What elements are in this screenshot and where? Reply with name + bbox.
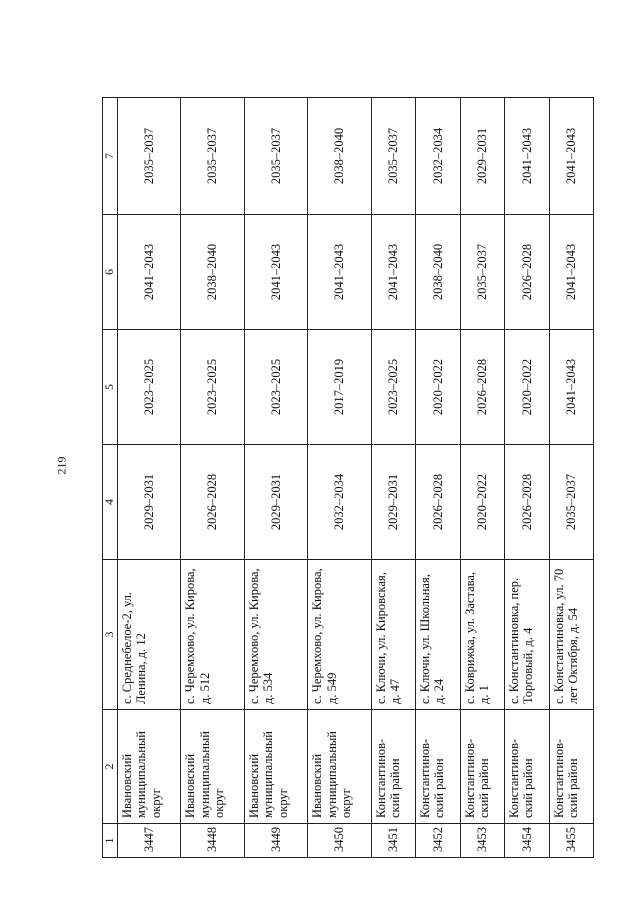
address-cell: с. Константиновка, пер. Торговый, д. 4 (505, 560, 549, 710)
address-cell: с. Черемхово, ул. Кирова, д. 512 (181, 560, 244, 710)
period-col7-cell: 2029–2031 (460, 98, 504, 215)
period-col7-cell: 2035–2037 (371, 98, 415, 215)
period-col5-cell: 2023–2025 (371, 330, 415, 445)
table-row (460, 98, 504, 858)
period-col6-cell: 2041–2043 (371, 215, 415, 330)
district-cell: Константинов-ский район (505, 710, 549, 824)
address-cell: с. Черемхово, ул. Кирова, д. 549 (308, 560, 371, 710)
period-col6-cell: 2026–2028 (505, 215, 549, 330)
header-cell: 5 (103, 330, 118, 445)
address-cell: с. Ключи, ул. Школьная, д. 24 (416, 560, 460, 710)
table-container (102, 98, 594, 858)
district-cell: Ивановский муниципальный округ (181, 710, 244, 824)
period-col7-cell: 2041–2043 (549, 98, 594, 215)
table-row (244, 98, 307, 858)
period-col4-cell: 2026–2028 (181, 445, 244, 560)
period-col4-cell: 2029–2031 (244, 445, 307, 560)
district-cell: Ивановский муниципальный округ (118, 710, 181, 824)
period-col5-cell: 2020–2022 (416, 330, 460, 445)
table-row (118, 98, 181, 858)
period-col6-cell: 2041–2043 (549, 215, 594, 330)
address-cell: с. Коврижка, ул. Застава, д. 1 (460, 560, 504, 710)
period-col5-cell: 2023–2025 (181, 330, 244, 445)
address-cell: с. Ключи, ул. Кировская, д. 47 (371, 560, 415, 710)
period-col6-cell: 2041–2043 (308, 215, 371, 330)
period-col6-cell: 2041–2043 (118, 215, 181, 330)
period-col4-cell: 2035–2037 (549, 445, 594, 560)
period-col6-cell: 2038–2040 (181, 215, 244, 330)
row-id-cell: 3453 (460, 824, 504, 858)
header-cell: 1 (103, 824, 118, 858)
period-col4-cell: 2026–2028 (505, 445, 549, 560)
row-id-cell: 3450 (308, 824, 371, 858)
period-col6-cell: 2035–2037 (460, 215, 504, 330)
district-cell: Константинов-ский район (371, 710, 415, 824)
period-col5-cell: 2017–2019 (308, 330, 371, 445)
address-cell: с. Черемхово, ул. Кирова, д. 534 (244, 560, 307, 710)
period-col5-cell: 2023–2025 (118, 330, 181, 445)
period-col7-cell: 2035–2037 (118, 98, 181, 215)
address-cell: с. Среднебелое-2, ул. Ленина, д. 12 (118, 560, 181, 710)
row-id-cell: 3448 (181, 824, 244, 858)
district-cell: Константинов-ский район (549, 710, 594, 824)
row-id-cell: 3451 (371, 824, 415, 858)
period-col5-cell: 2020–2022 (505, 330, 549, 445)
table-row (549, 98, 594, 858)
header-cell: 2 (103, 710, 118, 824)
district-cell: Ивановский муниципальный округ (244, 710, 307, 824)
period-col5-cell: 2026–2028 (460, 330, 504, 445)
row-id-cell: 3447 (118, 824, 181, 858)
period-col5-cell: 2041–2043 (549, 330, 594, 445)
period-col4-cell: 2032–2034 (308, 445, 371, 560)
address-cell: с. Константиновка, ул. 70 лет Октября, д. 54 (549, 560, 594, 710)
header-cell: 6 (103, 215, 118, 330)
row-id-cell: 3454 (505, 824, 549, 858)
row-id-cell: 3455 (549, 824, 594, 858)
data-table (102, 97, 594, 858)
period-col7-cell: 2035–2037 (181, 98, 244, 215)
period-col7-cell: 2032–2034 (416, 98, 460, 215)
table-row (416, 98, 460, 858)
period-col7-cell: 2035–2037 (244, 98, 307, 215)
table-row (181, 98, 244, 858)
period-col6-cell: 2038–2040 (416, 215, 460, 330)
period-col6-cell: 2041–2043 (244, 215, 307, 330)
header-cell: 7 (103, 98, 118, 215)
period-col4-cell: 2029–2031 (371, 445, 415, 560)
period-col4-cell: 2029–2031 (118, 445, 181, 560)
header-cell: 3 (103, 560, 118, 710)
district-cell: Константинов-ский район (460, 710, 504, 824)
row-id-cell: 3449 (244, 824, 307, 858)
period-col7-cell: 2038–2040 (308, 98, 371, 215)
district-cell: Ивановский муниципальный округ (308, 710, 371, 824)
header-row (103, 98, 118, 858)
header-cell: 4 (103, 445, 118, 560)
period-col5-cell: 2023–2025 (244, 330, 307, 445)
period-col4-cell: 2026–2028 (416, 445, 460, 560)
period-col4-cell: 2020–2022 (460, 445, 504, 560)
district-cell: Константинов-ский район (416, 710, 460, 824)
table-row (308, 98, 371, 858)
table-row (505, 98, 549, 858)
row-id-cell: 3452 (416, 824, 460, 858)
table-row (371, 98, 415, 858)
period-col7-cell: 2041–2043 (505, 98, 549, 215)
page-number: 219 (54, 456, 69, 475)
